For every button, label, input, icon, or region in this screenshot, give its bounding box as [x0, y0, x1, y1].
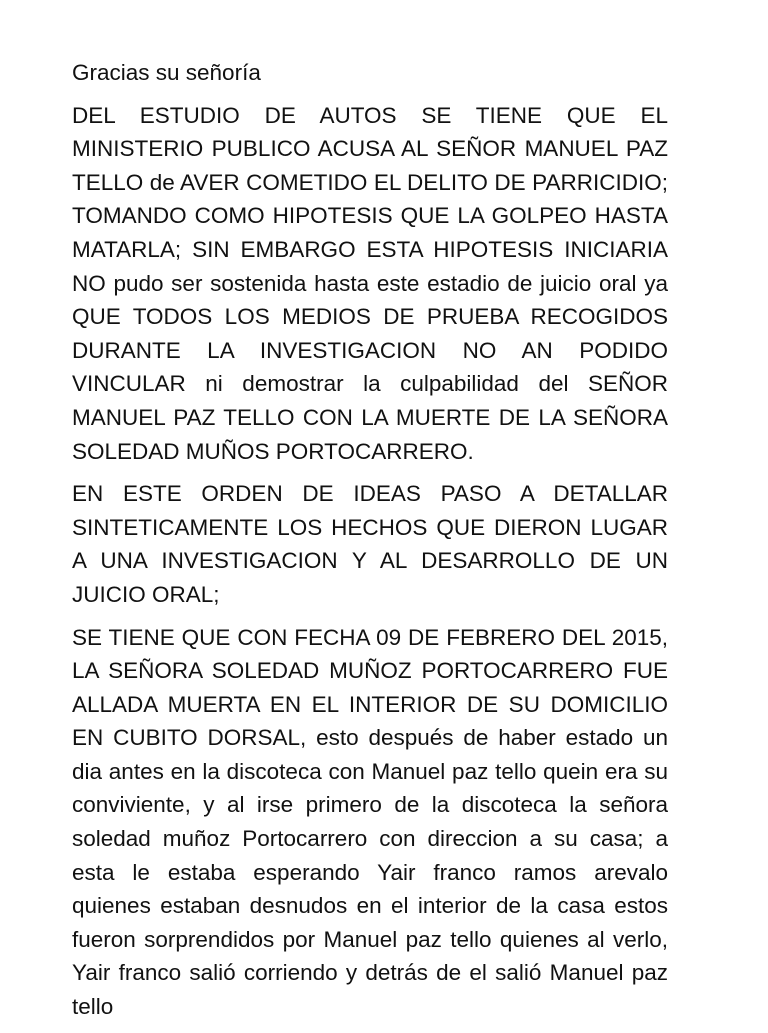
document-page — [72, 56, 668, 1033]
paragraph-facts: SE TIENE QUE CON FECHA 09 DE FEBRERO DEL 2015, LA SEÑORA SOLEDAD MUÑOZ PORTOCARRERO FUE ALLADA MUERTA EN EL INTERIOR DE SU DOMICILIO EN CUBITO DORSAL, esto después de haber estado un dia antes en la discoteca con Manuel paz tello quein era su conviviente, y al irse primero de la discoteca la señora soledad muñoz Portocarrero con direccion a su casa; a esta le estaba esperando Yair franco ramos arevalo quienes estaban desnudos en el interior de la casa estos fueron sorprendidos por Manuel paz tello quienes al verlo, Yair franco salió corriendo y detrás de el salió Manuel paz tello — [72, 624, 668, 1020]
paragraph-transition: EN ESTE ORDEN DE IDEAS PASO A DETALLAR SINTETICAMENTE LOS HECHOS QUE DIERON LUGAR A UNA INVESTIGACION Y AL DESARROLLO DE UN JUICIO ORAL; — [72, 481, 668, 607]
greeting-line: Gracias su señoría — [72, 60, 261, 85]
paragraph-accusation: DEL ESTUDIO DE AUTOS SE TIENE QUE EL MINISTERIO PUBLICO ACUSA AL SEÑOR MANUEL PAZ TELLO de AVER COMETIDO EL DELITO DE PARRICIDIO; TOMANDO COMO HIPOTESIS QUE LA GOLPEO HASTA MATARLA; SIN EMBARGO ESTA HIPOTESIS INICIARIA NO pudo ser sostenida hasta este estadio de juicio oral ya QUE TODOS LOS MEDIOS DE PRUEBA RECOGIDOS DURANTE LA INVESTIGACION NO AN PODIDO VINCULAR ni demostrar la culpabilidad del SEÑOR MANUEL PAZ TELLO CON LA MUERTE DE LA SEÑORA SOLEDAD MUÑOS PORTOCARRERO. — [72, 102, 668, 464]
